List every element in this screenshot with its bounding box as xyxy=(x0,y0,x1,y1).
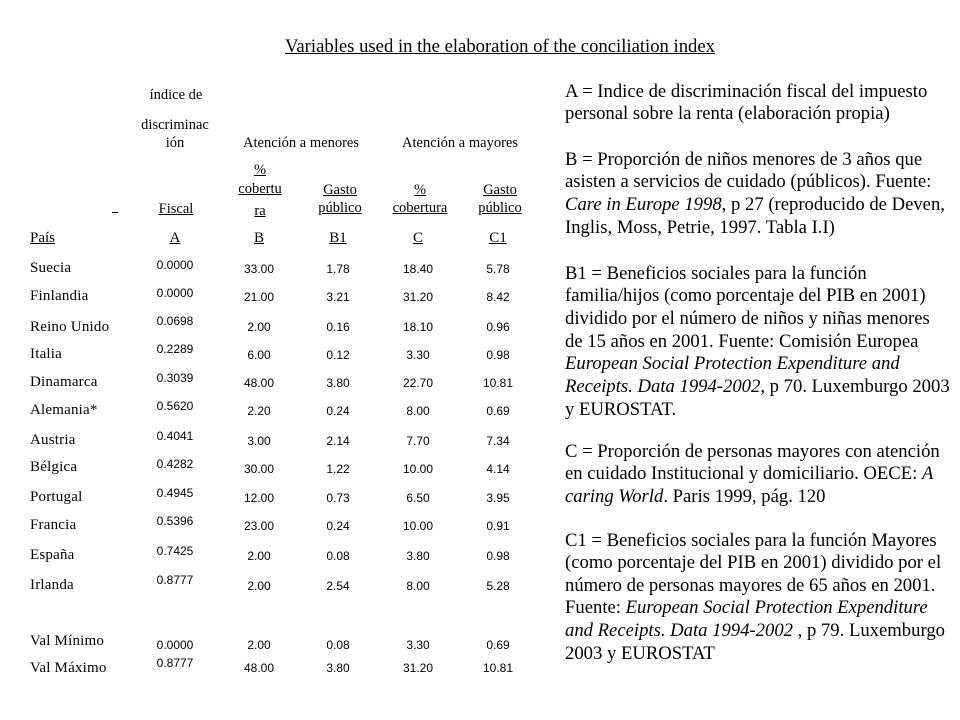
value-c: 31.20 xyxy=(402,661,434,675)
definition-text: C = Proporción de personas mayores con atención xyxy=(565,440,940,462)
value-a: 0.5620 xyxy=(156,399,194,413)
value-c: 10.00 xyxy=(402,519,434,533)
value-a: 0.0000 xyxy=(156,286,194,300)
summary-label: Val Máximo xyxy=(30,660,107,676)
value-b: 2.00 xyxy=(247,320,271,334)
country-name: Reino Unido xyxy=(30,319,110,335)
country-name: Alemania* xyxy=(30,402,98,418)
definition-line xyxy=(565,331,950,354)
value-c: 22.70 xyxy=(402,376,434,390)
value-c1: 0.69 xyxy=(486,404,510,418)
value-b1: 0.08 xyxy=(326,549,350,563)
definition-a xyxy=(565,81,950,126)
definition-line xyxy=(565,285,950,308)
definition-c xyxy=(565,441,950,509)
table-row xyxy=(0,453,540,481)
value-b1: 0.24 xyxy=(326,519,350,533)
value-b: 2.20 xyxy=(247,404,271,418)
value-c1: 7.34 xyxy=(486,434,510,448)
country-name: Finlandia xyxy=(30,288,89,304)
cited-title: European Social Protection Expenditure and xyxy=(565,353,900,375)
definition-line xyxy=(565,103,950,126)
value-c1: 0.98 xyxy=(486,348,510,362)
value-c1: 3.95 xyxy=(486,491,510,505)
value-b: 33.00 xyxy=(243,262,275,276)
definition-line xyxy=(565,217,950,240)
definition-text: asisten a servicios de cuidado (públicos). Fuente: xyxy=(565,171,932,193)
cited-title: European Social Protection Expenditure xyxy=(625,597,928,619)
b-header-line: % xyxy=(253,162,267,178)
country-name: Austria xyxy=(30,432,76,448)
definition-line xyxy=(565,620,950,643)
b-header-line: ra xyxy=(254,203,266,219)
value-a: 0.7425 xyxy=(156,544,194,558)
value-c1: 8.42 xyxy=(486,290,510,304)
value-c1: 10.81 xyxy=(482,661,514,675)
value-c: 18.10 xyxy=(402,320,434,334)
definition-line xyxy=(565,81,950,104)
table-row xyxy=(0,483,540,511)
value-c: 6.50 xyxy=(406,491,430,505)
value-b: 12.00 xyxy=(243,491,275,505)
value-c1: 0.91 xyxy=(486,519,510,533)
definition-line xyxy=(565,575,950,598)
atencion-menores-header: Atención a menores xyxy=(243,135,359,151)
value-c: 3.80 xyxy=(406,549,430,563)
value-b1: 1.78 xyxy=(326,262,350,276)
value-b: 6.00 xyxy=(247,348,271,362)
cited-title: caring World xyxy=(565,485,664,507)
country-name: Italia xyxy=(30,346,63,362)
definition-line xyxy=(565,486,950,509)
indice-header-line: discriminac xyxy=(141,117,209,133)
value-c: 7.70 xyxy=(406,434,430,448)
value-b1: 0.08 xyxy=(326,638,350,652)
value-b1: 3.80 xyxy=(326,376,350,390)
country-name: Irlanda xyxy=(30,577,74,593)
value-a: 0.2289 xyxy=(156,342,194,356)
indice-header-line: índice de xyxy=(149,87,203,103)
value-c: 3.30 xyxy=(406,348,430,362)
definition-text: B = Proporción de niños menores de 3 años que xyxy=(565,148,923,170)
slide-title: Variables used in the elaboration of the conciliation index xyxy=(285,36,715,57)
value-a: 0.4041 xyxy=(156,429,194,443)
definition-line xyxy=(565,463,950,486)
cited-title: Care in Europe 1998 xyxy=(565,193,722,215)
value-c: 31.20 xyxy=(402,290,434,304)
value-b: 23.00 xyxy=(243,519,275,533)
value-b1: 1.22 xyxy=(326,462,350,476)
definition-line xyxy=(565,552,950,575)
value-a: 0.5396 xyxy=(156,514,194,528)
definition-line xyxy=(565,376,950,399)
value-c1: 10.81 xyxy=(482,376,514,390)
definition-text: personal sobre la renta (elaboración propia) xyxy=(565,103,890,125)
definition-text: C1 = Beneficios sociales para la función Mayores xyxy=(565,529,937,551)
value-a: 0.8777 xyxy=(156,656,194,670)
column-header-c1: C1 xyxy=(489,230,507,246)
value-b1: 0.12 xyxy=(326,348,350,362)
value-b1: 2.14 xyxy=(326,434,350,448)
value-a: 0.0000 xyxy=(156,258,194,272)
value-c: 3.30 xyxy=(406,638,430,652)
value-b1: 3.80 xyxy=(326,661,350,675)
value-b1: 2.54 xyxy=(326,579,350,593)
cited-title: and Receipts. Data 1994-2002 xyxy=(565,620,793,642)
c1-header-line: Gasto xyxy=(483,182,517,198)
value-c1: 0.69 xyxy=(486,638,510,652)
definition-line xyxy=(565,263,950,286)
value-a: 0.4282 xyxy=(156,457,194,471)
definition-line xyxy=(565,597,950,620)
definition-text: número de personas mayores de 65 años en 2001. xyxy=(565,574,936,596)
table-row xyxy=(0,426,540,454)
atencion-mayores-header: Atención a mayores xyxy=(402,135,518,151)
b1-header-line: público xyxy=(318,200,362,216)
definition-line xyxy=(565,149,950,172)
value-c: 8.00 xyxy=(406,579,430,593)
definition-text: Inglis, Moss, Petrie, 1997. Tabla I.I) xyxy=(565,216,835,238)
value-b: 3.00 xyxy=(247,434,271,448)
column-header-b: B xyxy=(253,230,265,246)
value-b: 2.00 xyxy=(247,638,271,652)
definition-text: , p 70. Luxemburgo 2003 xyxy=(760,375,950,397)
value-c1: 0.96 xyxy=(486,320,510,334)
definition-line xyxy=(565,643,950,666)
table-row xyxy=(0,313,540,341)
country-name: Francia xyxy=(30,517,77,533)
fiscal-header: Fiscal xyxy=(158,201,194,217)
value-b: 48.00 xyxy=(243,376,275,390)
definition-text: dividido por el número de niños y niñas menores xyxy=(565,307,930,329)
table-row xyxy=(0,340,540,368)
definition-line xyxy=(565,441,950,464)
definition-text: y EUROSTAT. xyxy=(565,398,677,420)
column-header-pais: País xyxy=(30,230,56,246)
value-a: 0.0698 xyxy=(156,314,194,328)
definition-line xyxy=(565,353,950,376)
definition-text: , p 79. Luxemburgo xyxy=(792,620,945,642)
definition-line xyxy=(565,530,950,553)
value-a: 0.4945 xyxy=(156,486,194,500)
b1-header-line: Gasto xyxy=(323,182,357,198)
definition-text: A = Indice de discriminación fiscal del impuesto xyxy=(565,80,928,102)
definition-line xyxy=(565,308,950,331)
definition-line xyxy=(565,194,950,217)
table-row xyxy=(0,541,540,569)
summary-row xyxy=(0,627,540,655)
value-c1: 5.28 xyxy=(486,579,510,593)
summary-row xyxy=(0,654,540,682)
value-c: 8.00 xyxy=(406,404,430,418)
value-c1: 4.14 xyxy=(486,462,510,476)
table-row xyxy=(0,254,540,282)
value-b1: 0.24 xyxy=(326,404,350,418)
summary-label: Val Mínimo xyxy=(30,633,105,649)
value-a: 0.3039 xyxy=(156,371,194,385)
b-header-line: cobertu xyxy=(238,181,282,197)
definition-line xyxy=(565,399,950,422)
table-row xyxy=(0,396,540,424)
value-c1: 5.78 xyxy=(486,262,510,276)
column-header-a: A xyxy=(169,230,181,246)
table-row xyxy=(0,511,540,539)
value-a: 0.0000 xyxy=(156,638,194,652)
value-c: 10.00 xyxy=(402,462,434,476)
definition-text: familia/hijos (como porcentaje del PIB en 2001) xyxy=(565,285,926,307)
value-b: 2.00 xyxy=(247,549,271,563)
definition-text: Fuente: xyxy=(565,597,626,619)
value-b1: 0.16 xyxy=(326,320,350,334)
definition-text: en cuidado Institucional y domiciliario. OECE: xyxy=(565,463,922,485)
cited-title: Receipts. Data 1994-2002 xyxy=(565,375,761,397)
table-row xyxy=(0,368,540,396)
column-header-c: C xyxy=(412,230,424,246)
column-header-b1: B1 xyxy=(329,230,347,246)
country-name: Dinamarca xyxy=(30,374,98,390)
value-b: 30.00 xyxy=(243,462,275,476)
country-name: España xyxy=(30,547,75,563)
definition-b xyxy=(565,149,950,240)
c-header-line: % xyxy=(413,182,427,198)
value-b1: 3.21 xyxy=(326,290,350,304)
c1-header-line: público xyxy=(478,200,522,216)
country-name: Bélgica xyxy=(30,459,78,475)
value-c: 18.40 xyxy=(402,262,434,276)
value-c1: 0.98 xyxy=(486,549,510,563)
c-header-line: cobertura xyxy=(392,200,448,216)
table-row xyxy=(0,571,540,599)
definition-text: 2003 y EUROSTAT xyxy=(565,642,715,664)
value-b: 2.00 xyxy=(247,579,271,593)
country-name: Suecia xyxy=(30,260,72,276)
definition-text: B1 = Beneficios sociales para la función xyxy=(565,262,867,284)
definition-text: (como porcentaje del PIB en 2001) dividido por el xyxy=(565,552,942,574)
definition-text: , p 27 (reproducido de Deven, xyxy=(721,193,945,215)
indice-header-line: ión xyxy=(165,135,185,151)
definition-c1 xyxy=(565,530,950,666)
definition-b1 xyxy=(565,263,950,422)
variable-definitions xyxy=(565,81,950,666)
value-b1: 0.73 xyxy=(326,491,350,505)
country-name: Portugal xyxy=(30,489,83,505)
value-b: 21.00 xyxy=(243,290,275,304)
definition-line xyxy=(565,171,950,194)
value-b: 48.00 xyxy=(243,661,275,675)
blank-header-underline xyxy=(112,212,118,213)
definition-text: . Paris 1999, pág. 120 xyxy=(663,485,826,507)
value-a: 0.8777 xyxy=(156,573,194,587)
table-row xyxy=(0,282,540,310)
definition-text: de 15 años en 2001. Fuente: Comisión Europea xyxy=(565,330,919,352)
cited-title: A xyxy=(921,463,934,485)
